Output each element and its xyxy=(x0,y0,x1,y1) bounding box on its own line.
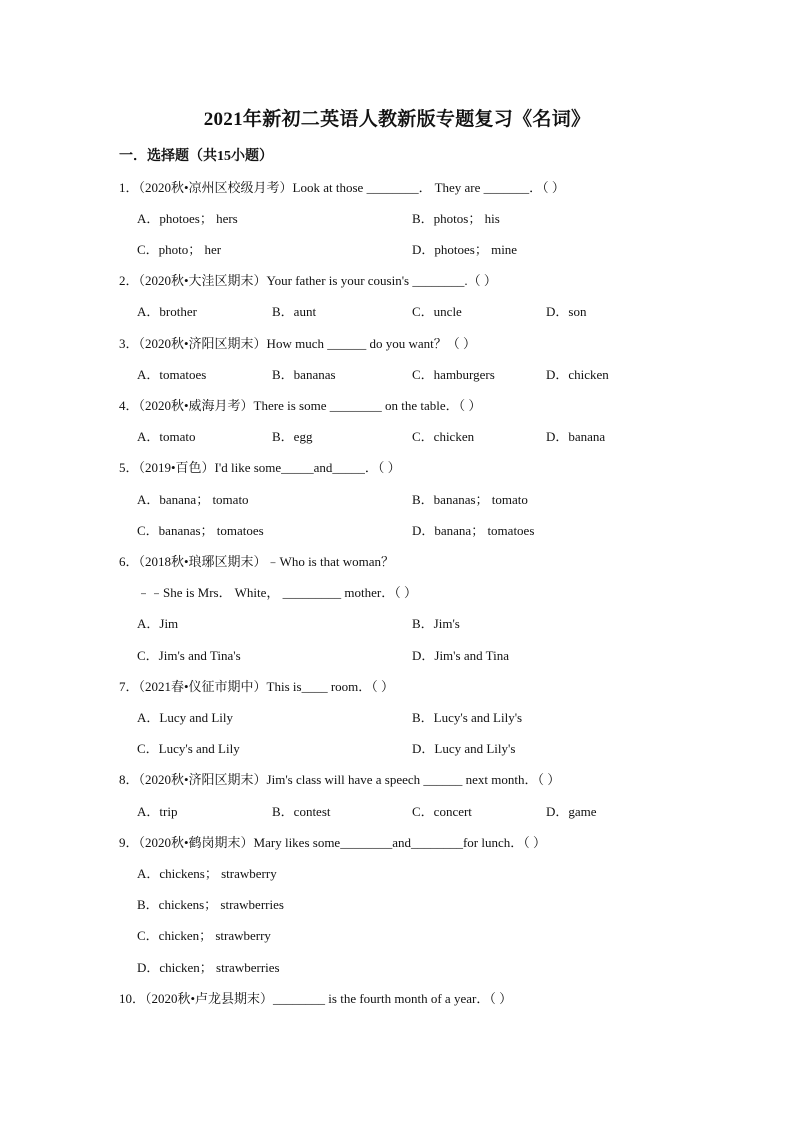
option-6d: D．Jim's and Tina xyxy=(412,648,509,663)
option-1d: D．photoes； mine xyxy=(412,242,518,257)
option-8b: B．contest xyxy=(272,804,331,819)
option-6a: A．Jim xyxy=(137,616,179,631)
option-4b: B．egg xyxy=(272,429,313,444)
question-6-stem: 6．（2018秋•琅琊区期末）﹣Who is that woman？ xyxy=(119,554,395,569)
option-3d: D．chicken xyxy=(546,367,609,382)
question-2-stem: 2．（2020秋•大洼区期末）Your father is your cousin's ________.（ ） xyxy=(119,273,497,288)
option-9b: B．chickens； strawberries xyxy=(137,897,284,912)
option-8d: D．game xyxy=(546,804,597,819)
question-9-stem: 9．（2020秋•鹤岗期末）Mary likes some________and________for lunch．（ ） xyxy=(119,835,547,850)
option-2c: C．uncle xyxy=(412,304,462,319)
option-2b: B．aunt xyxy=(272,304,317,319)
option-4a: A．tomato xyxy=(137,429,196,444)
question-5-stem: 5．（2019•百色）I'd like some_____and_____．（ ） xyxy=(119,460,401,475)
option-6b: B．Jim's xyxy=(412,616,460,631)
question-8-stem: 8．（2020秋•济阳区期末）Jim's class will have a speech ______ next month．（ ） xyxy=(119,772,561,787)
option-1b: B．photos； his xyxy=(412,211,500,226)
question-4-stem: 4．（2020秋•威海月考）There is some ________ on the table．（ ） xyxy=(119,398,482,413)
option-7c: C．Lucy's and Lily xyxy=(137,741,240,756)
question-3-stem: 3．（2020秋•济阳区期末）How much ______ do you want？（ ） xyxy=(119,336,476,351)
option-4d: D．banana xyxy=(546,429,606,444)
option-2a: A．brother xyxy=(137,304,197,319)
option-9a: A．chickens； strawberry xyxy=(137,866,277,881)
option-8c: C．concert xyxy=(412,804,472,819)
question-1-stem: 1．（2020秋•凉州区校级月考）Look at those ________． They are _______．（ ） xyxy=(119,180,565,195)
option-9d: D．chicken； strawberries xyxy=(137,960,280,975)
option-7b: B．Lucy's and Lily's xyxy=(412,710,523,725)
page-title: 2021年新初二英语人教新版专题复习《名词》 xyxy=(203,109,591,130)
section-heading: 一．选择题（共15小题） xyxy=(119,149,273,164)
option-8a: A．trip xyxy=(137,804,178,819)
option-3c: C．hamburgers xyxy=(412,367,495,382)
option-2d: D．son xyxy=(546,304,587,319)
option-3a: A．tomatoes xyxy=(137,367,207,382)
option-9c: C．chicken； strawberry xyxy=(137,928,271,943)
question-6-dialogue: ﹣﹣She is Mrs． White， _________ mother．（ ） xyxy=(137,585,417,600)
question-10-stem: 10．（2020秋•卢龙县期末）________ is the fourth month of a year．（ ） xyxy=(119,991,513,1006)
option-3b: B．bananas xyxy=(272,367,336,382)
option-5d: D．banana； tomatoes xyxy=(412,523,535,538)
option-4c: C．chicken xyxy=(412,429,475,444)
option-5c: C．bananas； tomatoes xyxy=(137,523,264,538)
question-7-stem: 7．（2021春•仪征市期中）This is____ room．（ ） xyxy=(119,679,395,694)
option-5b: B．bananas； tomato xyxy=(412,492,528,507)
option-1a: A．photoes； hers xyxy=(137,211,238,226)
option-6c: C．Jim's and Tina's xyxy=(137,648,241,663)
option-7d: D．Lucy and Lily's xyxy=(412,741,516,756)
option-5a: A．banana； tomato xyxy=(137,492,249,507)
option-7a: A．Lucy and Lily xyxy=(137,710,234,725)
option-1c: C．photo； her xyxy=(137,242,222,257)
